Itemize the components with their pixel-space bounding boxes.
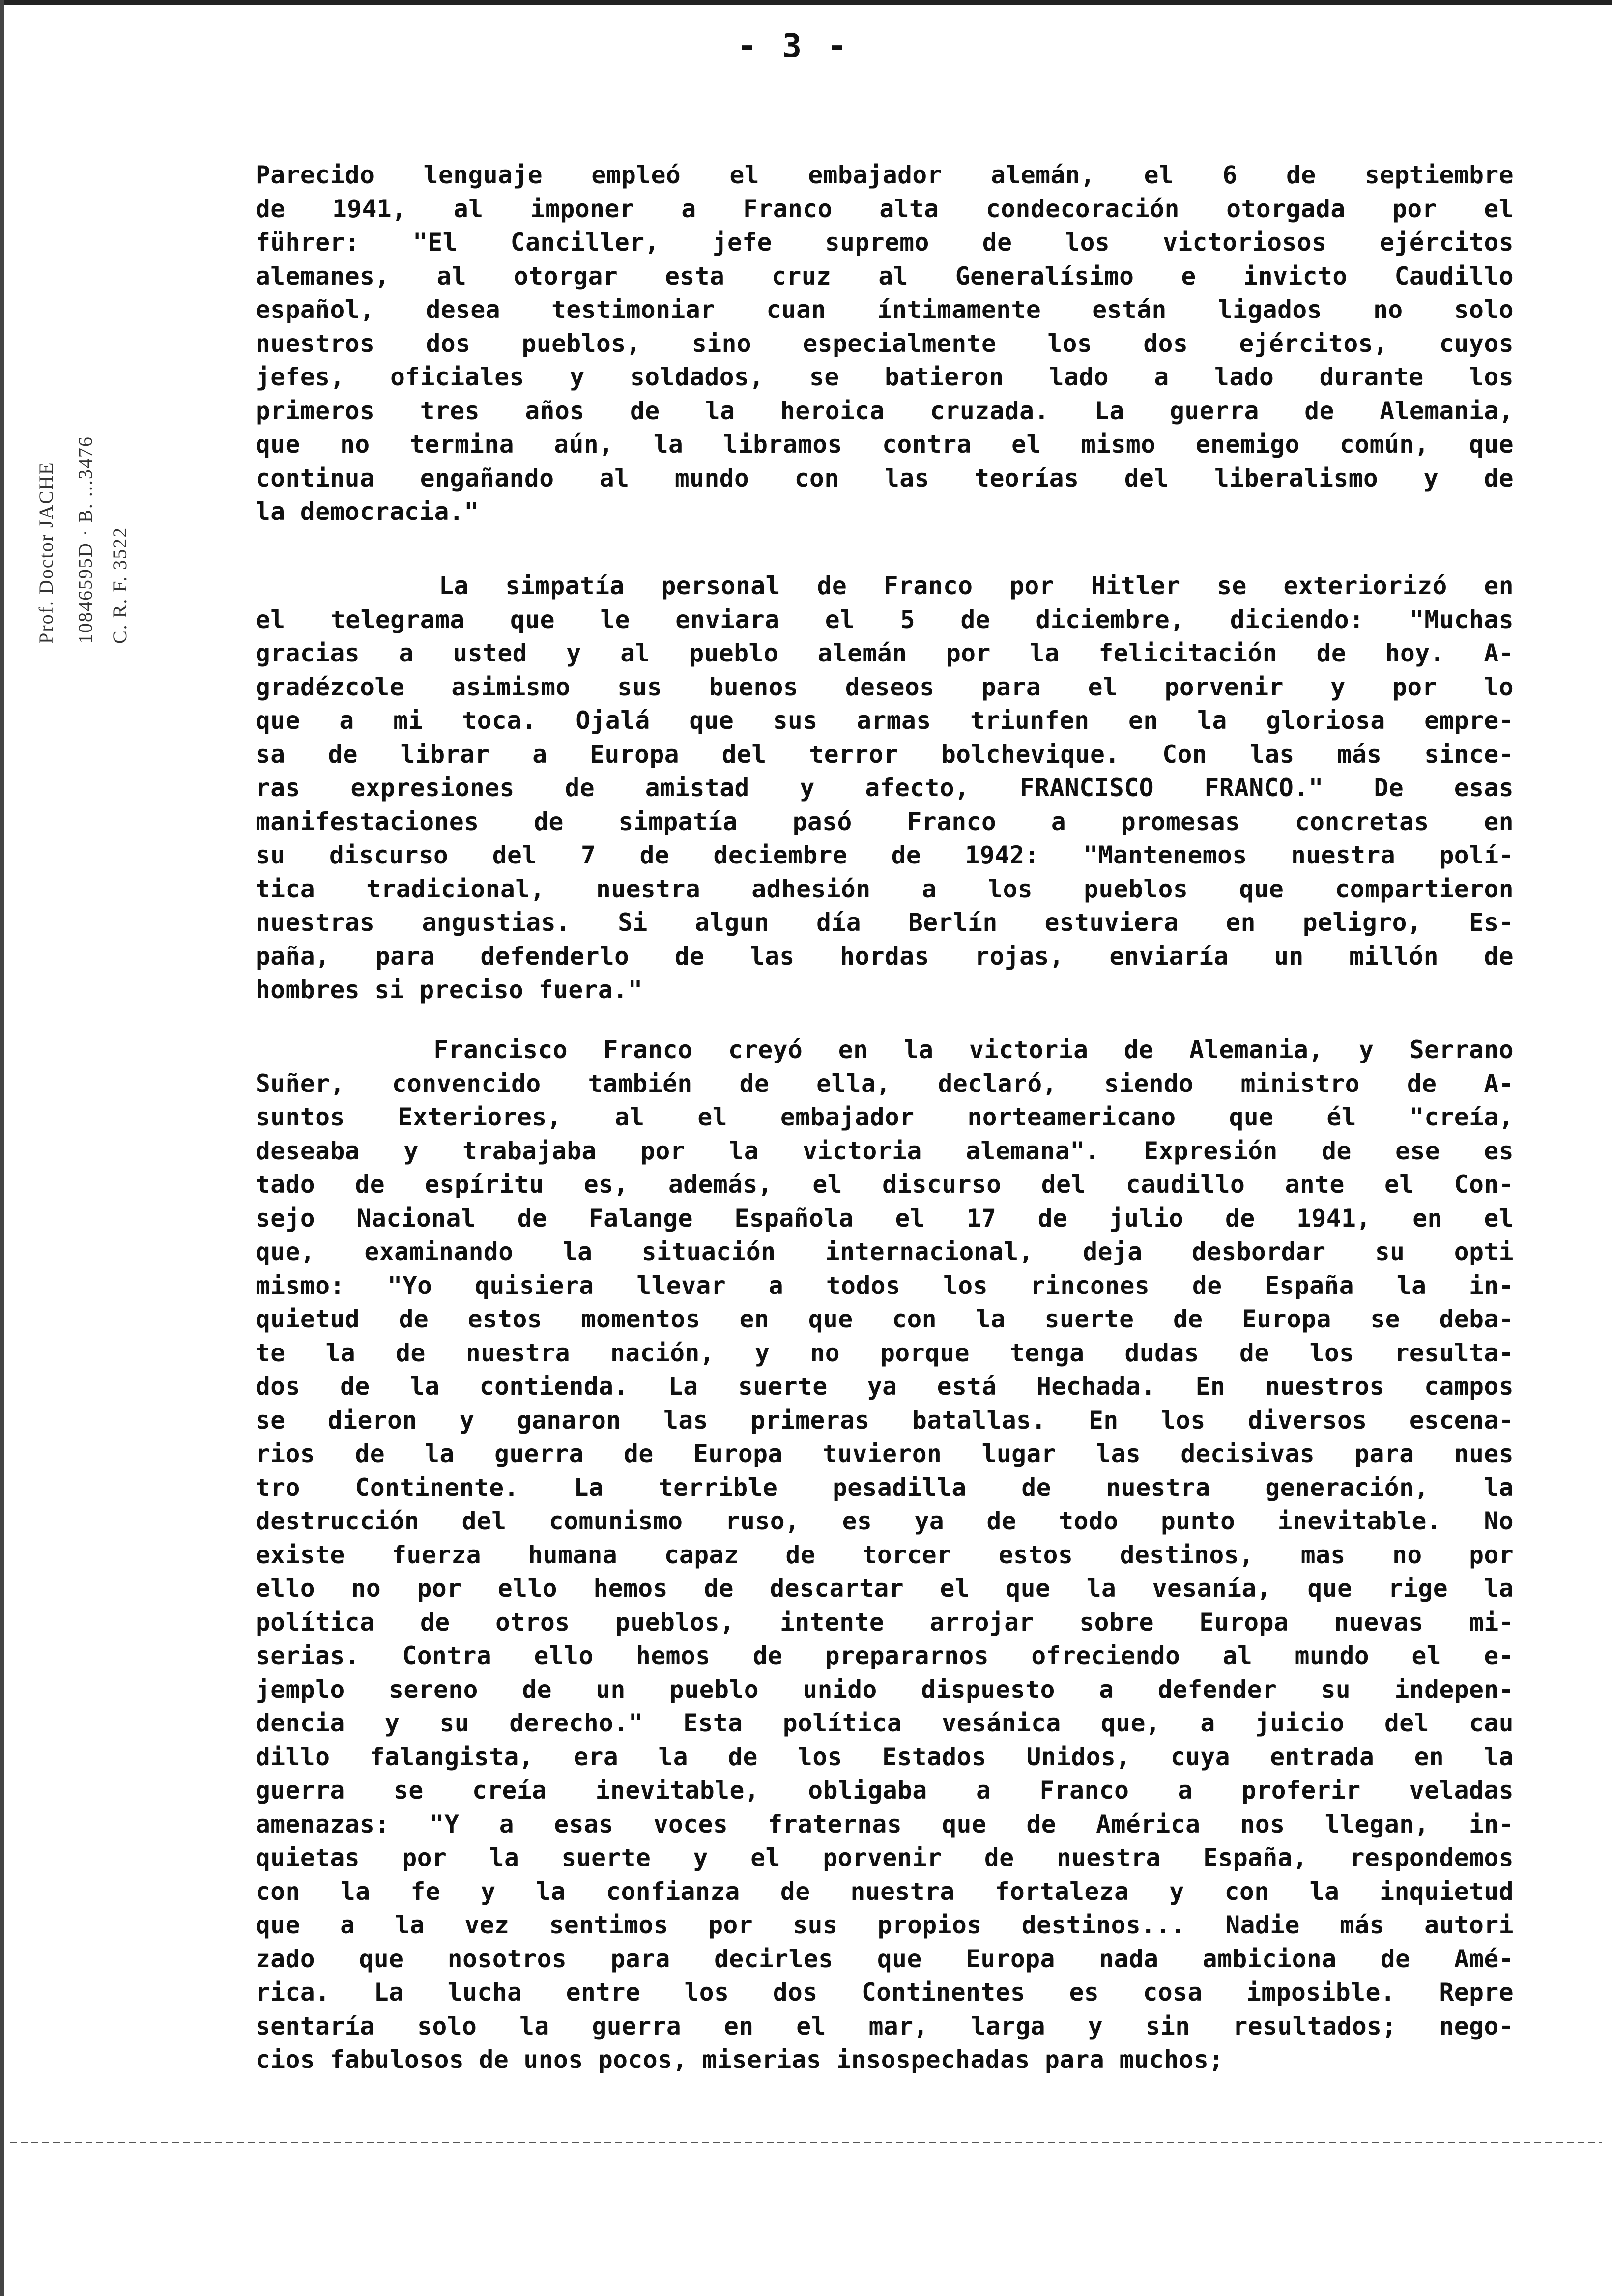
text-line: dos de la contienda. La suerte ya está Hechada. En nuestros campos [256, 1372, 1514, 1401]
text-line: rios de la guerra de Europa tuvieron lugar las decisivas para nues [256, 1439, 1514, 1468]
text-line: La simpatía personal de Franco por Hitler se exteriorizó en [256, 572, 1514, 600]
text-line: zado que nosotros para decirles que Europa nada ambiciona de Amé- [256, 1944, 1514, 1973]
text-line: quietud de estos momentos en que con la suerte de Europa se deba- [256, 1305, 1514, 1333]
text-line: Francisco Franco creyó en la victoria de Alemania, y Serrano [256, 1035, 1514, 1064]
archive-stamp [34, 192, 152, 1243]
text-line: suntos Exteriores, al el embajador norteamericano que él "creía, [256, 1103, 1514, 1131]
text-line: nuestros dos pueblos, sino especialmente los dos ejércitos, cuyos [256, 329, 1514, 358]
text-line: tro Continente. La terrible pesadilla de nuestra generación, la [256, 1473, 1514, 1502]
text-line: la democracia." [256, 497, 479, 526]
text-line: manifestaciones de simpatía pasó Franco a promesas concretas en [256, 807, 1514, 836]
text-line: español, desea testimoniar cuan íntimamente están ligados no solo [256, 295, 1514, 324]
text-line: política de otros pueblos, intente arrojar sobre Europa nuevas mi- [256, 1607, 1514, 1636]
text-line: gradézcole asimismo sus buenos deseos para el porvenir y por lo [256, 672, 1514, 701]
text-line: sejo Nacional de Falange Española el 17 de julio de 1941, en el [256, 1204, 1514, 1233]
text-line: guerra se creía inevitable, obligaba a Franco a proferir veladas [256, 1776, 1514, 1805]
text-line: el telegrama que le enviara el 5 de diciembre, diciendo: "Muchas [256, 605, 1514, 634]
text-line: jefes, oficiales y soldados, se batieron lado a lado durante los [256, 363, 1514, 391]
text-line: gracias a usted y al pueblo alemán por la felicitación de hoy. A- [256, 639, 1514, 667]
text-line: que a mi toca. Ojalá que sus armas triunfen en la gloriosa empre- [256, 706, 1514, 735]
stamp-reference: 10846595D · B. ...3476 [74, 436, 96, 644]
text-line: jemplo sereno de un pueblo unido dispuesto a defender su indepen- [256, 1675, 1514, 1704]
page-number: - 3 - [737, 27, 850, 65]
bottom-divider [10, 2142, 1602, 2143]
text-line: amenazas: "Y a esas voces fraternas que de América nos llegan, in- [256, 1809, 1514, 1838]
text-line: alemanes, al otorgar esta cruz al Generalísimo e invicto Caudillo [256, 261, 1514, 290]
text-line: führer: "El Canciller, jefe supremo de los victoriosos ejércitos [256, 228, 1514, 257]
text-line: te la de nuestra nación, y no porque tenga dudas de los resulta- [256, 1338, 1514, 1367]
text-line: continua engañando al mundo con las teorías del liberalismo y de [256, 463, 1514, 492]
text-line: de 1941, al imponer a Franco alta condecoración otorgada por el [256, 194, 1514, 223]
text-line: ello no por ello hemos de descartar el que la vesanía, que rige la [256, 1574, 1514, 1603]
text-line: serias. Contra ello hemos de prepararnos ofreciendo al mundo el e- [256, 1641, 1514, 1670]
text-line: que, examinando la situación internacional, deja desbordar su opti [256, 1237, 1514, 1266]
text-line: rica. La lucha entre los dos Continentes es cosa imposible. Repre [256, 1978, 1514, 2007]
text-line: cios fabulosos de unos pocos, miserias insospechadas para muchos; [256, 2045, 1224, 2074]
text-line: paña, para defenderlo de las hordas rojas, enviaría un millón de [256, 942, 1514, 971]
text-line: que a la vez sentimos por sus propios destinos... Nadie más autori [256, 1911, 1514, 1939]
text-line: dillo falangista, era la de los Estados Unidos, cuya entrada en la [256, 1742, 1514, 1771]
paragraph-1 [256, 158, 1514, 529]
text-line: sa de librar a Europa del terror bolchevique. Con las más since- [256, 740, 1514, 769]
text-line: quietas por la suerte y el porvenir de nuestra España, respondemos [256, 1843, 1514, 1872]
text-line: con la fe y la confianza de nuestra fortaleza y con la inquietud [256, 1877, 1514, 1906]
text-line: sentaría solo la guerra en el mar, larga y sin resultados; nego- [256, 2011, 1514, 2040]
paragraph-2 [256, 569, 1514, 1007]
paragraph-3 [256, 1033, 1514, 2077]
text-line: que no termina aún, la libramos contra el mismo enemigo común, que [256, 430, 1514, 459]
text-line: Suñer, convencido también de ella, declaró, siendo ministro de A- [256, 1069, 1514, 1098]
scan-left-edge [0, 0, 4, 2296]
text-line: su discurso del 7 de deciembre de 1942: "Mantenemos nuestra polí- [256, 841, 1514, 869]
text-line: Parecido lenguaje empleó el embajador alemán, el 6 de septiembre [256, 161, 1514, 189]
text-line: primeros tres años de la heroica cruzada. La guerra de Alemania, [256, 396, 1514, 425]
text-line: se dieron y ganaron las primeras batallas. En los diversos escena- [256, 1406, 1514, 1435]
text-line: hombres si preciso fuera." [256, 976, 643, 1004]
text-line: destrucción del comunismo ruso, es ya de todo punto inevitable. No [256, 1507, 1514, 1535]
scan-top-edge [0, 0, 1612, 5]
text-line: nuestras angustias. Si algun día Berlín estuviera en peligro, Es- [256, 908, 1514, 937]
text-line: deseaba y trabajaba por la victoria alemana". Expresión de ese es [256, 1136, 1514, 1165]
stamp-code: C. R. F. 3522 [109, 526, 131, 644]
text-line: tica tradicional, nuestra adhesión a los pueblos que compartieron [256, 874, 1514, 903]
text-line: tado de espíritu es, además, el discurso del caudillo ante el Con- [256, 1170, 1514, 1199]
text-line: dencia y su derecho." Esta política vesánica que, a juicio del cau [256, 1709, 1514, 1737]
text-line: ras expresiones de amistad y afecto, FRANCISCO FRANCO." De esas [256, 774, 1514, 802]
stamp-owner: Prof. Doctor JACHE [35, 461, 57, 644]
text-line: mismo: "Yo quisiera llevar a todos los rincones de España la in- [256, 1271, 1514, 1300]
text-line: existe fuerza humana capaz de torcer estos destinos, mas no por [256, 1540, 1514, 1569]
